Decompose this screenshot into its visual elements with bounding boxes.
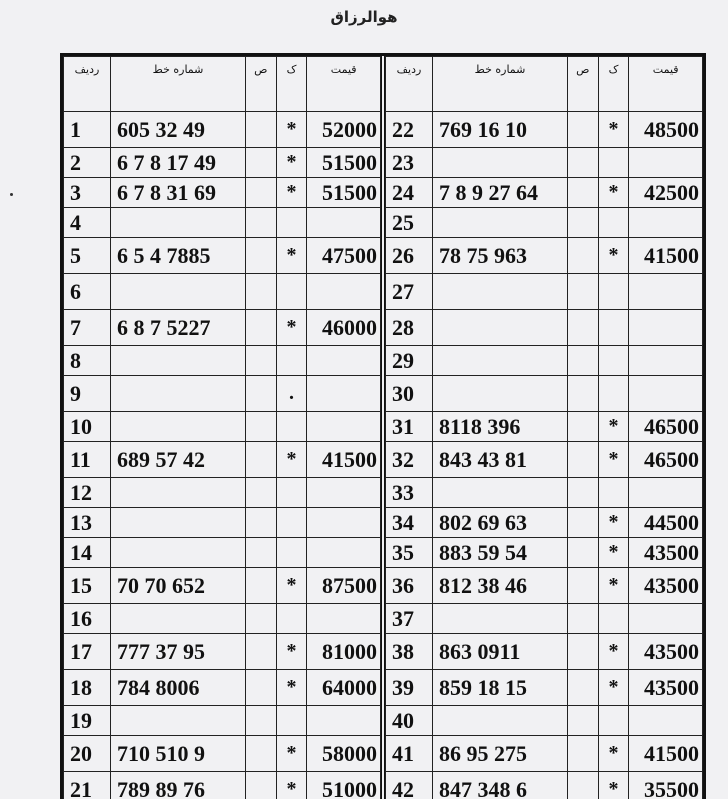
- price-value: 48500: [629, 112, 703, 148]
- k-mark: [598, 376, 629, 412]
- k-mark: [598, 478, 629, 508]
- phone-number: 812 38 46: [433, 568, 568, 604]
- price-value: 52000: [307, 112, 381, 148]
- phone-number: 784 8006: [111, 670, 246, 706]
- s-mark: [568, 178, 599, 208]
- right-header-row: [386, 57, 703, 112]
- s-mark: [568, 508, 599, 538]
- s-mark: [568, 634, 599, 670]
- k-mark: *: [276, 178, 307, 208]
- table-row: [64, 736, 381, 772]
- k-mark: *: [276, 670, 307, 706]
- s-mark: [246, 508, 277, 538]
- k-mark: *: [598, 508, 629, 538]
- header-phone: شماره خط: [111, 57, 246, 112]
- row-number: 14: [64, 538, 111, 568]
- s-mark: [568, 478, 599, 508]
- price-value: [307, 478, 381, 508]
- k-mark: [598, 604, 629, 634]
- k-mark: [276, 604, 307, 634]
- table-row: [386, 634, 703, 670]
- k-mark: [598, 148, 629, 178]
- s-mark: [246, 634, 277, 670]
- s-mark: [246, 346, 277, 376]
- header-s: ص: [568, 57, 599, 112]
- s-mark: [246, 772, 277, 799]
- price-value: [307, 412, 381, 442]
- price-value: 43500: [629, 634, 703, 670]
- table-row: [386, 112, 703, 148]
- k-mark: *: [276, 442, 307, 478]
- row-number: 22: [386, 112, 433, 148]
- table-row: [386, 670, 703, 706]
- price-value: 41500: [629, 238, 703, 274]
- price-value: [307, 274, 381, 310]
- row-number: 18: [64, 670, 111, 706]
- k-mark: *: [598, 238, 629, 274]
- s-mark: [246, 706, 277, 736]
- s-mark: [568, 568, 599, 604]
- row-number: 4: [64, 208, 111, 238]
- row-number: 8: [64, 346, 111, 376]
- k-mark: *: [598, 634, 629, 670]
- k-mark: *: [276, 772, 307, 799]
- table-row: [64, 112, 381, 148]
- s-mark: [568, 412, 599, 442]
- s-mark: [568, 310, 599, 346]
- s-mark: [246, 376, 277, 412]
- left-table-half: [60, 56, 381, 799]
- header-s: ص: [246, 57, 277, 112]
- row-number: 30: [386, 376, 433, 412]
- phone-number: [111, 478, 246, 508]
- row-number: 1: [64, 112, 111, 148]
- price-value: 87500: [307, 568, 381, 604]
- k-mark: *: [598, 568, 629, 604]
- k-mark: *: [276, 568, 307, 604]
- table-row: [386, 736, 703, 772]
- price-value: [629, 346, 703, 376]
- row-number: 2: [64, 148, 111, 178]
- right-table: [385, 56, 703, 799]
- row-number: 6: [64, 274, 111, 310]
- s-mark: [246, 148, 277, 178]
- price-value: 41500: [629, 736, 703, 772]
- price-value: 43500: [629, 568, 703, 604]
- s-mark: [246, 442, 277, 478]
- row-number: 13: [64, 508, 111, 538]
- phone-number: 843 43 81: [433, 442, 568, 478]
- row-number: 10: [64, 412, 111, 442]
- right-table-body: [386, 112, 703, 799]
- s-mark: [246, 310, 277, 346]
- s-mark: [246, 274, 277, 310]
- k-mark: *: [598, 736, 629, 772]
- phone-number: [433, 376, 568, 412]
- table-row: [64, 772, 381, 799]
- k-mark: *: [598, 178, 629, 208]
- k-mark: [598, 274, 629, 310]
- left-table-body: [64, 112, 381, 799]
- row-number: 28: [386, 310, 433, 346]
- right-table-half: [381, 56, 706, 799]
- s-mark: [246, 238, 277, 274]
- table-row: [64, 538, 381, 568]
- table-row: [64, 568, 381, 604]
- table-row: [386, 772, 703, 799]
- table-row: [386, 274, 703, 310]
- price-value: [307, 604, 381, 634]
- k-mark: *: [598, 412, 629, 442]
- table-row: [64, 634, 381, 670]
- table-row: [386, 148, 703, 178]
- row-number: 15: [64, 568, 111, 604]
- row-number: 17: [64, 634, 111, 670]
- k-mark: [276, 274, 307, 310]
- price-value: 41500: [307, 442, 381, 478]
- price-value: [307, 508, 381, 538]
- k-mark: [276, 208, 307, 238]
- s-mark: [568, 274, 599, 310]
- phone-number: 6 7 8 17 49: [111, 148, 246, 178]
- phone-number: [111, 208, 246, 238]
- price-value: 81000: [307, 634, 381, 670]
- price-value: [629, 274, 703, 310]
- k-mark: *: [276, 736, 307, 772]
- s-mark: [246, 178, 277, 208]
- phone-number: [111, 412, 246, 442]
- header-row-no: ردیف: [386, 57, 433, 112]
- row-number: 11: [64, 442, 111, 478]
- phone-number: [433, 208, 568, 238]
- price-value: 58000: [307, 736, 381, 772]
- left-table: [63, 56, 381, 799]
- k-mark: *: [276, 148, 307, 178]
- row-number: 24: [386, 178, 433, 208]
- price-value: 51500: [307, 148, 381, 178]
- k-mark: *: [598, 442, 629, 478]
- phone-number: [433, 604, 568, 634]
- table-row: [386, 538, 703, 568]
- k-mark: *: [276, 112, 307, 148]
- phone-number: [433, 478, 568, 508]
- price-value: 47500: [307, 238, 381, 274]
- header-k: ک: [598, 57, 629, 112]
- s-mark: [568, 538, 599, 568]
- k-mark: *: [598, 772, 629, 799]
- s-mark: [568, 670, 599, 706]
- page-title: هوالرزاق: [0, 8, 728, 26]
- s-mark: [246, 478, 277, 508]
- phone-number: [111, 538, 246, 568]
- phone-number: 7 8 9 27 64: [433, 178, 568, 208]
- row-number: 26: [386, 238, 433, 274]
- s-mark: [568, 772, 599, 799]
- table-row: [386, 238, 703, 274]
- table-row: [386, 178, 703, 208]
- price-value: [307, 706, 381, 736]
- row-number: 19: [64, 706, 111, 736]
- s-mark: [246, 112, 277, 148]
- header-price: قیمت: [629, 57, 703, 112]
- price-value: 64000: [307, 670, 381, 706]
- row-number: 25: [386, 208, 433, 238]
- row-number: 3: [64, 178, 111, 208]
- price-value: [307, 208, 381, 238]
- s-mark: [568, 736, 599, 772]
- row-number: 32: [386, 442, 433, 478]
- k-mark: [598, 310, 629, 346]
- header-row-no: ردیف: [64, 57, 111, 112]
- phone-number: 710 510 9: [111, 736, 246, 772]
- s-mark: [246, 736, 277, 772]
- phone-number: 6 7 8 31 69: [111, 178, 246, 208]
- row-number: 5: [64, 238, 111, 274]
- phone-number: 859 18 15: [433, 670, 568, 706]
- row-number: 34: [386, 508, 433, 538]
- phone-number: 863 0911: [433, 634, 568, 670]
- table-row: [64, 376, 381, 412]
- phone-number: [111, 346, 246, 376]
- price-value: [629, 148, 703, 178]
- phone-number: 769 16 10: [433, 112, 568, 148]
- price-value: 46000: [307, 310, 381, 346]
- phone-number: [111, 376, 246, 412]
- price-value: [307, 538, 381, 568]
- table-row: [64, 478, 381, 508]
- k-mark: [276, 412, 307, 442]
- table-row: [386, 346, 703, 376]
- phone-number: 883 59 54: [433, 538, 568, 568]
- table-row: [64, 310, 381, 346]
- k-mark: [598, 706, 629, 736]
- price-value: 43500: [629, 538, 703, 568]
- price-value: 43500: [629, 670, 703, 706]
- s-mark: [568, 148, 599, 178]
- price-value: [629, 310, 703, 346]
- price-value: 42500: [629, 178, 703, 208]
- phone-number: 689 57 42: [111, 442, 246, 478]
- phone-number: 78 75 963: [433, 238, 568, 274]
- price-value: [307, 346, 381, 376]
- s-mark: [246, 208, 277, 238]
- s-mark: [568, 112, 599, 148]
- table-row: [386, 478, 703, 508]
- phone-number: [433, 274, 568, 310]
- s-mark: [568, 706, 599, 736]
- price-value: 51000: [307, 772, 381, 799]
- row-number: 16: [64, 604, 111, 634]
- price-value: [629, 208, 703, 238]
- row-number: 9: [64, 376, 111, 412]
- phone-number: 6 5 4 7885: [111, 238, 246, 274]
- phone-number: 847 348 6: [433, 772, 568, 799]
- k-mark: [276, 346, 307, 376]
- phone-number: 6 8 7 5227: [111, 310, 246, 346]
- table-row: [64, 442, 381, 478]
- table-row: [64, 604, 381, 634]
- table-row: [64, 274, 381, 310]
- table-row: [386, 208, 703, 238]
- phone-number: [433, 148, 568, 178]
- phone-number: [111, 274, 246, 310]
- phone-number: [433, 346, 568, 376]
- phone-number: 777 37 95: [111, 634, 246, 670]
- header-k: ک: [276, 57, 307, 112]
- phone-number: [111, 706, 246, 736]
- table-row: [386, 508, 703, 538]
- row-number: 42: [386, 772, 433, 799]
- row-number: 23: [386, 148, 433, 178]
- price-value: 44500: [629, 508, 703, 538]
- k-mark: [276, 538, 307, 568]
- price-value: [307, 376, 381, 412]
- phone-number: [433, 706, 568, 736]
- row-number: 41: [386, 736, 433, 772]
- s-mark: [568, 442, 599, 478]
- price-value: [629, 604, 703, 634]
- s-mark: [568, 346, 599, 376]
- s-mark: [568, 208, 599, 238]
- k-mark: *: [598, 670, 629, 706]
- s-mark: [568, 604, 599, 634]
- header-phone: شماره خط: [433, 57, 568, 112]
- s-mark: [246, 412, 277, 442]
- table-row: [386, 604, 703, 634]
- price-value: [629, 478, 703, 508]
- row-number: 33: [386, 478, 433, 508]
- phone-number: 802 69 63: [433, 508, 568, 538]
- table-row: [386, 706, 703, 736]
- k-mark: *: [276, 238, 307, 274]
- table-row: [386, 310, 703, 346]
- table-row: [386, 442, 703, 478]
- k-mark: .: [276, 376, 307, 412]
- price-value: 51500: [307, 178, 381, 208]
- k-mark: [598, 346, 629, 376]
- table-row: [64, 412, 381, 442]
- table-row: [64, 670, 381, 706]
- row-number: 27: [386, 274, 433, 310]
- table-row: [386, 376, 703, 412]
- price-list-table: [60, 53, 706, 799]
- k-mark: *: [276, 634, 307, 670]
- phone-number: [111, 604, 246, 634]
- table-row: [64, 346, 381, 376]
- s-mark: [246, 538, 277, 568]
- price-value: 46500: [629, 442, 703, 478]
- s-mark: [568, 376, 599, 412]
- row-number: 37: [386, 604, 433, 634]
- row-number: 21: [64, 772, 111, 799]
- margin-dot: [10, 193, 13, 196]
- table-row: [64, 238, 381, 274]
- table-row: [64, 208, 381, 238]
- phone-number: 86 95 275: [433, 736, 568, 772]
- k-mark: [276, 478, 307, 508]
- table-row: [386, 412, 703, 442]
- k-mark: [276, 706, 307, 736]
- price-value: [629, 376, 703, 412]
- k-mark: *: [598, 112, 629, 148]
- row-number: 7: [64, 310, 111, 346]
- k-mark: [598, 208, 629, 238]
- table-row: [64, 508, 381, 538]
- table-row: [64, 148, 381, 178]
- table-row: [386, 568, 703, 604]
- k-mark: *: [276, 310, 307, 346]
- phone-number: 70 70 652: [111, 568, 246, 604]
- row-number: 40: [386, 706, 433, 736]
- price-value: [629, 706, 703, 736]
- left-header-row: [64, 57, 381, 112]
- row-number: 36: [386, 568, 433, 604]
- table-row: [64, 178, 381, 208]
- phone-number: 789 89 76: [111, 772, 246, 799]
- row-number: 35: [386, 538, 433, 568]
- row-number: 20: [64, 736, 111, 772]
- phone-number: [111, 508, 246, 538]
- row-number: 38: [386, 634, 433, 670]
- s-mark: [246, 568, 277, 604]
- row-number: 12: [64, 478, 111, 508]
- table-row: [64, 706, 381, 736]
- row-number: 29: [386, 346, 433, 376]
- k-mark: *: [598, 538, 629, 568]
- k-mark: [276, 508, 307, 538]
- phone-number: 605 32 49: [111, 112, 246, 148]
- phone-number: [433, 310, 568, 346]
- price-value: 46500: [629, 412, 703, 442]
- s-mark: [246, 604, 277, 634]
- row-number: 39: [386, 670, 433, 706]
- row-number: 31: [386, 412, 433, 442]
- s-mark: [568, 238, 599, 274]
- header-price: قیمت: [307, 57, 381, 112]
- s-mark: [246, 670, 277, 706]
- price-value: 35500: [629, 772, 703, 799]
- phone-number: 8118 396: [433, 412, 568, 442]
